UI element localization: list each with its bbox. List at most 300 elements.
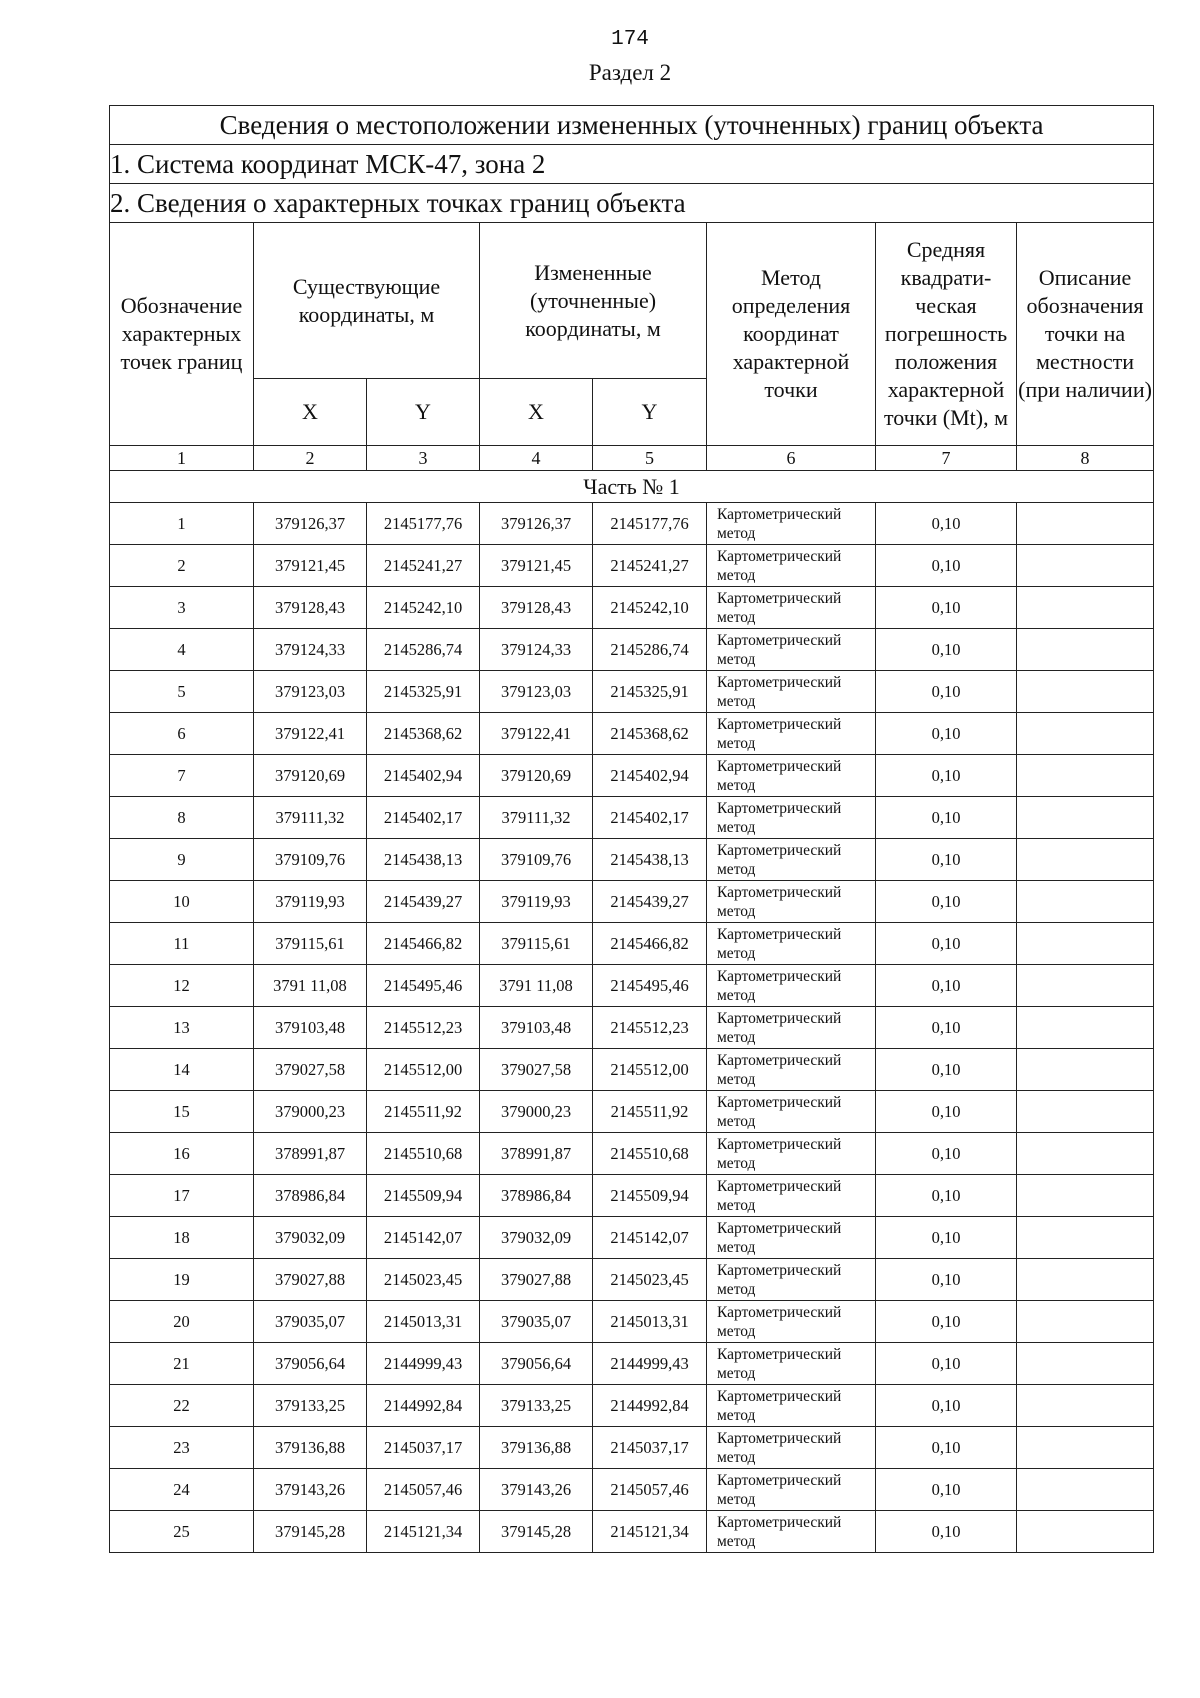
method-line: метод bbox=[717, 944, 756, 962]
accuracy-cell: 0,10 bbox=[876, 1427, 1017, 1469]
x-existing-cell: 378986,84 bbox=[254, 1175, 367, 1217]
description-cell bbox=[1017, 839, 1154, 881]
table-row bbox=[110, 839, 1154, 881]
x-changed-cell: 379027,88 bbox=[480, 1259, 593, 1301]
description-cell bbox=[1017, 503, 1154, 545]
accuracy-cell: 0,10 bbox=[876, 587, 1017, 629]
point-number-cell: 1 bbox=[110, 503, 254, 545]
y-changed-cell: 2145013,31 bbox=[593, 1301, 707, 1343]
accuracy-cell: 0,10 bbox=[876, 1049, 1017, 1091]
method-cell bbox=[707, 881, 876, 923]
y-existing-cell: 2145512,23 bbox=[367, 1007, 480, 1049]
x-existing-cell: 379136,88 bbox=[254, 1427, 367, 1469]
method-line: метод bbox=[717, 1070, 756, 1088]
method-line: Картометрический bbox=[717, 1051, 842, 1069]
x-existing-cell: 379109,76 bbox=[254, 839, 367, 881]
method-line: метод bbox=[717, 608, 756, 626]
table-row bbox=[110, 1469, 1154, 1511]
point-number-cell: 13 bbox=[110, 1007, 254, 1049]
method-cell bbox=[707, 1217, 876, 1259]
method-line: Картометрический bbox=[717, 1177, 842, 1195]
x-existing-cell: 379122,41 bbox=[254, 713, 367, 755]
header-y-changed: Y bbox=[593, 379, 707, 446]
accuracy-cell: 0,10 bbox=[876, 503, 1017, 545]
method-cell bbox=[707, 713, 876, 755]
y-existing-cell: 2145242,10 bbox=[367, 587, 480, 629]
method-line: Картометрический bbox=[717, 757, 842, 775]
x-changed-cell: 379120,69 bbox=[480, 755, 593, 797]
method-line: Картометрический bbox=[717, 1387, 842, 1405]
y-existing-cell: 2145037,17 bbox=[367, 1427, 480, 1469]
method-cell bbox=[707, 1469, 876, 1511]
y-changed-cell: 2145402,94 bbox=[593, 755, 707, 797]
x-existing-cell: 379120,69 bbox=[254, 755, 367, 797]
point-number-cell: 7 bbox=[110, 755, 254, 797]
header-method: Метод определения координат характерной точки bbox=[707, 223, 876, 446]
accuracy-cell: 0,10 bbox=[876, 923, 1017, 965]
header-y-existing: Y bbox=[367, 379, 480, 446]
method-line: метод bbox=[717, 902, 756, 920]
accuracy-cell: 0,10 bbox=[876, 1217, 1017, 1259]
table-row bbox=[110, 503, 1154, 545]
method-cell bbox=[707, 1343, 876, 1385]
method-cell bbox=[707, 1385, 876, 1427]
x-existing-cell: 379121,45 bbox=[254, 545, 367, 587]
method-line: Картометрический bbox=[717, 967, 842, 985]
table-row bbox=[110, 1259, 1154, 1301]
y-existing-cell: 2145057,46 bbox=[367, 1469, 480, 1511]
y-existing-cell: 2145510,68 bbox=[367, 1133, 480, 1175]
x-changed-cell: 378991,87 bbox=[480, 1133, 593, 1175]
y-changed-cell: 2145512,23 bbox=[593, 1007, 707, 1049]
accuracy-cell: 0,10 bbox=[876, 1301, 1017, 1343]
description-cell bbox=[1017, 1175, 1154, 1217]
method-line: метод bbox=[717, 1322, 756, 1340]
table-row bbox=[110, 1343, 1154, 1385]
point-number-cell: 12 bbox=[110, 965, 254, 1007]
table-row bbox=[110, 1385, 1154, 1427]
y-existing-cell: 2144992,84 bbox=[367, 1385, 480, 1427]
table-row bbox=[110, 671, 1154, 713]
coordinate-system-heading: 1. Система координат МСК-47, зона 2 bbox=[110, 145, 1154, 184]
method-line: Картометрический bbox=[717, 1261, 842, 1279]
method-line: метод bbox=[717, 1112, 756, 1130]
point-number-cell: 2 bbox=[110, 545, 254, 587]
x-changed-cell: 379126,37 bbox=[480, 503, 593, 545]
description-cell bbox=[1017, 1007, 1154, 1049]
point-number-cell: 8 bbox=[110, 797, 254, 839]
boundary-points-table bbox=[109, 105, 1154, 1553]
y-changed-cell: 2144992,84 bbox=[593, 1385, 707, 1427]
x-existing-cell: 379133,25 bbox=[254, 1385, 367, 1427]
description-cell bbox=[1017, 881, 1154, 923]
header-x-existing: X bbox=[254, 379, 367, 446]
table-row bbox=[110, 545, 1154, 587]
y-changed-cell: 2145325,91 bbox=[593, 671, 707, 713]
description-cell bbox=[1017, 965, 1154, 1007]
method-cell bbox=[707, 1175, 876, 1217]
x-changed-cell: 379128,43 bbox=[480, 587, 593, 629]
description-cell bbox=[1017, 1091, 1154, 1133]
column-number: 2 bbox=[254, 446, 367, 471]
point-number-cell: 21 bbox=[110, 1343, 254, 1385]
table-row bbox=[110, 629, 1154, 671]
y-changed-cell: 2145241,27 bbox=[593, 545, 707, 587]
y-changed-cell: 2145242,10 bbox=[593, 587, 707, 629]
y-changed-cell: 2145142,07 bbox=[593, 1217, 707, 1259]
x-changed-cell: 379115,61 bbox=[480, 923, 593, 965]
method-line: метод bbox=[717, 1028, 756, 1046]
header-designation: Обозначение характерных точек границ bbox=[110, 223, 254, 446]
part-label: Часть № 1 bbox=[110, 471, 1154, 503]
x-changed-cell: 379119,93 bbox=[480, 881, 593, 923]
table-row bbox=[110, 1511, 1154, 1553]
x-changed-cell: 379121,45 bbox=[480, 545, 593, 587]
x-changed-cell: 379056,64 bbox=[480, 1343, 593, 1385]
method-cell bbox=[707, 755, 876, 797]
method-cell bbox=[707, 1133, 876, 1175]
method-line: метод bbox=[717, 1196, 756, 1214]
table-row bbox=[110, 797, 1154, 839]
description-cell bbox=[1017, 1511, 1154, 1553]
description-cell bbox=[1017, 1133, 1154, 1175]
x-changed-cell: 379035,07 bbox=[480, 1301, 593, 1343]
method-line: Картометрический bbox=[717, 1093, 842, 1111]
y-changed-cell: 2145037,17 bbox=[593, 1427, 707, 1469]
y-existing-cell: 2145466,82 bbox=[367, 923, 480, 965]
table-row bbox=[110, 1175, 1154, 1217]
y-existing-cell: 2145511,92 bbox=[367, 1091, 480, 1133]
y-existing-cell: 2145241,27 bbox=[367, 545, 480, 587]
x-changed-cell: 379000,23 bbox=[480, 1091, 593, 1133]
header-x-changed: X bbox=[480, 379, 593, 446]
method-cell bbox=[707, 587, 876, 629]
y-changed-cell: 2145023,45 bbox=[593, 1259, 707, 1301]
method-line: Картометрический bbox=[717, 841, 842, 859]
column-number: 7 bbox=[876, 446, 1017, 471]
y-existing-cell: 2145438,13 bbox=[367, 839, 480, 881]
y-existing-cell: 2145023,45 bbox=[367, 1259, 480, 1301]
table-row bbox=[110, 1007, 1154, 1049]
points-heading: 2. Сведения о характерных точках границ объекта bbox=[110, 184, 1154, 223]
description-cell bbox=[1017, 671, 1154, 713]
x-existing-cell: 379000,23 bbox=[254, 1091, 367, 1133]
method-line: метод bbox=[717, 986, 756, 1004]
accuracy-cell: 0,10 bbox=[876, 629, 1017, 671]
column-number: 1 bbox=[110, 446, 254, 471]
description-cell bbox=[1017, 797, 1154, 839]
method-line: метод bbox=[717, 1448, 756, 1466]
x-existing-cell: 379056,64 bbox=[254, 1343, 367, 1385]
method-line: Картометрический bbox=[717, 1513, 842, 1531]
x-existing-cell: 379027,58 bbox=[254, 1049, 367, 1091]
method-cell bbox=[707, 923, 876, 965]
column-number: 8 bbox=[1017, 446, 1154, 471]
accuracy-cell: 0,10 bbox=[876, 1259, 1017, 1301]
point-number-cell: 4 bbox=[110, 629, 254, 671]
table-row bbox=[110, 713, 1154, 755]
method-line: Картометрический bbox=[717, 1219, 842, 1237]
accuracy-cell: 0,10 bbox=[876, 1511, 1017, 1553]
x-changed-cell: 3791 11,08 bbox=[480, 965, 593, 1007]
method-line: Картометрический bbox=[717, 1429, 842, 1447]
y-existing-cell: 2145142,07 bbox=[367, 1217, 480, 1259]
method-line: Картометрический bbox=[717, 1009, 842, 1027]
accuracy-cell: 0,10 bbox=[876, 1343, 1017, 1385]
method-line: метод bbox=[717, 1280, 756, 1298]
table-row bbox=[110, 587, 1154, 629]
accuracy-cell: 0,10 bbox=[876, 671, 1017, 713]
method-cell bbox=[707, 1259, 876, 1301]
y-changed-cell: 2145121,34 bbox=[593, 1511, 707, 1553]
y-changed-cell: 2145286,74 bbox=[593, 629, 707, 671]
point-number-cell: 19 bbox=[110, 1259, 254, 1301]
table-title: Сведения о местоположении измененных (уточненных) границ объекта bbox=[110, 106, 1154, 145]
column-number: 5 bbox=[593, 446, 707, 471]
point-number-cell: 25 bbox=[110, 1511, 254, 1553]
method-cell bbox=[707, 1301, 876, 1343]
x-existing-cell: 379119,93 bbox=[254, 881, 367, 923]
accuracy-cell: 0,10 bbox=[876, 965, 1017, 1007]
description-cell bbox=[1017, 1049, 1154, 1091]
point-number-cell: 9 bbox=[110, 839, 254, 881]
y-changed-cell: 2145177,76 bbox=[593, 503, 707, 545]
method-cell bbox=[707, 1091, 876, 1133]
method-line: метод bbox=[717, 1154, 756, 1172]
method-line: метод bbox=[717, 818, 756, 836]
table-row bbox=[110, 1049, 1154, 1091]
accuracy-cell: 0,10 bbox=[876, 1385, 1017, 1427]
table-row bbox=[110, 1091, 1154, 1133]
method-line: Картометрический bbox=[717, 1471, 842, 1489]
x-existing-cell: 379111,32 bbox=[254, 797, 367, 839]
x-changed-cell: 379143,26 bbox=[480, 1469, 593, 1511]
column-number: 4 bbox=[480, 446, 593, 471]
accuracy-cell: 0,10 bbox=[876, 1469, 1017, 1511]
accuracy-cell: 0,10 bbox=[876, 713, 1017, 755]
method-line: метод bbox=[717, 692, 756, 710]
point-number-cell: 16 bbox=[110, 1133, 254, 1175]
method-line: метод bbox=[717, 1406, 756, 1424]
y-existing-cell: 2145013,31 bbox=[367, 1301, 480, 1343]
table-row bbox=[110, 1301, 1154, 1343]
x-changed-cell: 379136,88 bbox=[480, 1427, 593, 1469]
method-line: метод bbox=[717, 776, 756, 794]
method-cell bbox=[707, 1049, 876, 1091]
x-changed-cell: 379123,03 bbox=[480, 671, 593, 713]
column-number-row bbox=[110, 446, 1154, 471]
method-cell bbox=[707, 1427, 876, 1469]
y-existing-cell: 2145512,00 bbox=[367, 1049, 480, 1091]
x-changed-cell: 379032,09 bbox=[480, 1217, 593, 1259]
description-cell bbox=[1017, 1301, 1154, 1343]
method-line: метод bbox=[717, 524, 756, 542]
method-line: Картометрический bbox=[717, 589, 842, 607]
point-number-cell: 10 bbox=[110, 881, 254, 923]
accuracy-cell: 0,10 bbox=[876, 839, 1017, 881]
description-cell bbox=[1017, 1385, 1154, 1427]
point-number-cell: 18 bbox=[110, 1217, 254, 1259]
accuracy-cell: 0,10 bbox=[876, 797, 1017, 839]
method-line: метод bbox=[717, 566, 756, 584]
header-changed-coordinates: Измененные (уточненные) координаты, м bbox=[480, 223, 707, 379]
method-line: метод bbox=[717, 734, 756, 752]
x-changed-cell: 379133,25 bbox=[480, 1385, 593, 1427]
y-existing-cell: 2145325,91 bbox=[367, 671, 480, 713]
point-number-cell: 17 bbox=[110, 1175, 254, 1217]
x-changed-cell: 379111,32 bbox=[480, 797, 593, 839]
x-existing-cell: 379115,61 bbox=[254, 923, 367, 965]
method-line: метод bbox=[717, 1490, 756, 1508]
accuracy-cell: 0,10 bbox=[876, 881, 1017, 923]
section-title: Раздел 2 bbox=[588, 60, 672, 85]
description-cell bbox=[1017, 629, 1154, 671]
page-number: 174 bbox=[611, 28, 649, 51]
method-line: метод bbox=[717, 860, 756, 878]
x-existing-cell: 379124,33 bbox=[254, 629, 367, 671]
method-line: Картометрический bbox=[717, 1345, 842, 1363]
method-cell bbox=[707, 1007, 876, 1049]
x-existing-cell: 379103,48 bbox=[254, 1007, 367, 1049]
y-changed-cell: 2145509,94 bbox=[593, 1175, 707, 1217]
point-number-cell: 11 bbox=[110, 923, 254, 965]
y-changed-cell: 2145402,17 bbox=[593, 797, 707, 839]
y-existing-cell: 2144999,43 bbox=[367, 1343, 480, 1385]
method-cell bbox=[707, 797, 876, 839]
y-changed-cell: 2145057,46 bbox=[593, 1469, 707, 1511]
column-number: 6 bbox=[707, 446, 876, 471]
point-number-cell: 23 bbox=[110, 1427, 254, 1469]
method-cell bbox=[707, 545, 876, 587]
column-number: 3 bbox=[367, 446, 480, 471]
y-changed-cell: 2145466,82 bbox=[593, 923, 707, 965]
x-existing-cell: 379143,26 bbox=[254, 1469, 367, 1511]
x-changed-cell: 379145,28 bbox=[480, 1511, 593, 1553]
y-changed-cell: 2144999,43 bbox=[593, 1343, 707, 1385]
accuracy-cell: 0,10 bbox=[876, 755, 1017, 797]
x-existing-cell: 379035,07 bbox=[254, 1301, 367, 1343]
method-line: Картометрический bbox=[717, 1135, 842, 1153]
method-line: Картометрический bbox=[717, 547, 842, 565]
method-cell bbox=[707, 1511, 876, 1553]
accuracy-cell: 0,10 bbox=[876, 1175, 1017, 1217]
method-line: Картометрический bbox=[717, 799, 842, 817]
y-changed-cell: 2145512,00 bbox=[593, 1049, 707, 1091]
y-existing-cell: 2145368,62 bbox=[367, 713, 480, 755]
description-cell bbox=[1017, 1259, 1154, 1301]
x-existing-cell: 379145,28 bbox=[254, 1511, 367, 1553]
method-cell bbox=[707, 839, 876, 881]
accuracy-cell: 0,10 bbox=[876, 1091, 1017, 1133]
table-row bbox=[110, 1427, 1154, 1469]
y-existing-cell: 2145509,94 bbox=[367, 1175, 480, 1217]
point-number-cell: 3 bbox=[110, 587, 254, 629]
description-cell bbox=[1017, 923, 1154, 965]
x-changed-cell: 379124,33 bbox=[480, 629, 593, 671]
header-existing-coordinates: Существующие координаты, м bbox=[254, 223, 480, 379]
point-number-cell: 6 bbox=[110, 713, 254, 755]
y-changed-cell: 2145439,27 bbox=[593, 881, 707, 923]
method-cell bbox=[707, 671, 876, 713]
y-existing-cell: 2145439,27 bbox=[367, 881, 480, 923]
description-cell bbox=[1017, 713, 1154, 755]
table-row bbox=[110, 755, 1154, 797]
x-existing-cell: 378991,87 bbox=[254, 1133, 367, 1175]
x-existing-cell: 379126,37 bbox=[254, 503, 367, 545]
y-existing-cell: 2145402,17 bbox=[367, 797, 480, 839]
y-changed-cell: 2145368,62 bbox=[593, 713, 707, 755]
x-changed-cell: 379027,58 bbox=[480, 1049, 593, 1091]
method-line: Картометрический bbox=[717, 505, 842, 523]
table-row bbox=[110, 1217, 1154, 1259]
y-changed-cell: 2145511,92 bbox=[593, 1091, 707, 1133]
y-changed-cell: 2145438,13 bbox=[593, 839, 707, 881]
description-cell bbox=[1017, 545, 1154, 587]
x-existing-cell: 379032,09 bbox=[254, 1217, 367, 1259]
accuracy-cell: 0,10 bbox=[876, 1133, 1017, 1175]
method-line: Картометрический bbox=[717, 925, 842, 943]
table-row bbox=[110, 923, 1154, 965]
point-number-cell: 15 bbox=[110, 1091, 254, 1133]
method-line: метод bbox=[717, 1238, 756, 1256]
y-existing-cell: 2145177,76 bbox=[367, 503, 480, 545]
method-line: метод bbox=[717, 650, 756, 668]
accuracy-cell: 0,10 bbox=[876, 1007, 1017, 1049]
x-changed-cell: 379122,41 bbox=[480, 713, 593, 755]
x-changed-cell: 379109,76 bbox=[480, 839, 593, 881]
description-cell bbox=[1017, 1427, 1154, 1469]
table-row bbox=[110, 881, 1154, 923]
header-accuracy: Средняя квадрати-ческая погрешность положения характерной точки (Mt), м bbox=[876, 223, 1017, 446]
x-existing-cell: 379123,03 bbox=[254, 671, 367, 713]
table-row bbox=[110, 1133, 1154, 1175]
point-number-cell: 20 bbox=[110, 1301, 254, 1343]
description-cell bbox=[1017, 755, 1154, 797]
x-existing-cell: 3791 11,08 bbox=[254, 965, 367, 1007]
method-cell bbox=[707, 629, 876, 671]
x-changed-cell: 378986,84 bbox=[480, 1175, 593, 1217]
method-line: Картометрический bbox=[717, 715, 842, 733]
y-changed-cell: 2145495,46 bbox=[593, 965, 707, 1007]
x-existing-cell: 379128,43 bbox=[254, 587, 367, 629]
point-number-cell: 5 bbox=[110, 671, 254, 713]
method-line: метод bbox=[717, 1532, 756, 1550]
point-number-cell: 14 bbox=[110, 1049, 254, 1091]
y-existing-cell: 2145402,94 bbox=[367, 755, 480, 797]
point-number-cell: 24 bbox=[110, 1469, 254, 1511]
description-cell bbox=[1017, 1343, 1154, 1385]
point-number-cell: 22 bbox=[110, 1385, 254, 1427]
header-description: Описание обозначения точки на местности (при наличии) bbox=[1017, 223, 1154, 446]
x-existing-cell: 379027,88 bbox=[254, 1259, 367, 1301]
description-cell bbox=[1017, 1469, 1154, 1511]
method-line: Картометрический bbox=[717, 631, 842, 649]
method-cell bbox=[707, 503, 876, 545]
method-line: Картометрический bbox=[717, 673, 842, 691]
y-existing-cell: 2145286,74 bbox=[367, 629, 480, 671]
table-row bbox=[110, 965, 1154, 1007]
method-line: Картометрический bbox=[717, 1303, 842, 1321]
y-existing-cell: 2145121,34 bbox=[367, 1511, 480, 1553]
x-changed-cell: 379103,48 bbox=[480, 1007, 593, 1049]
description-cell bbox=[1017, 1217, 1154, 1259]
method-line: Картометрический bbox=[717, 883, 842, 901]
description-cell bbox=[1017, 587, 1154, 629]
method-line: метод bbox=[717, 1364, 756, 1382]
method-cell bbox=[707, 965, 876, 1007]
y-changed-cell: 2145510,68 bbox=[593, 1133, 707, 1175]
accuracy-cell: 0,10 bbox=[876, 545, 1017, 587]
